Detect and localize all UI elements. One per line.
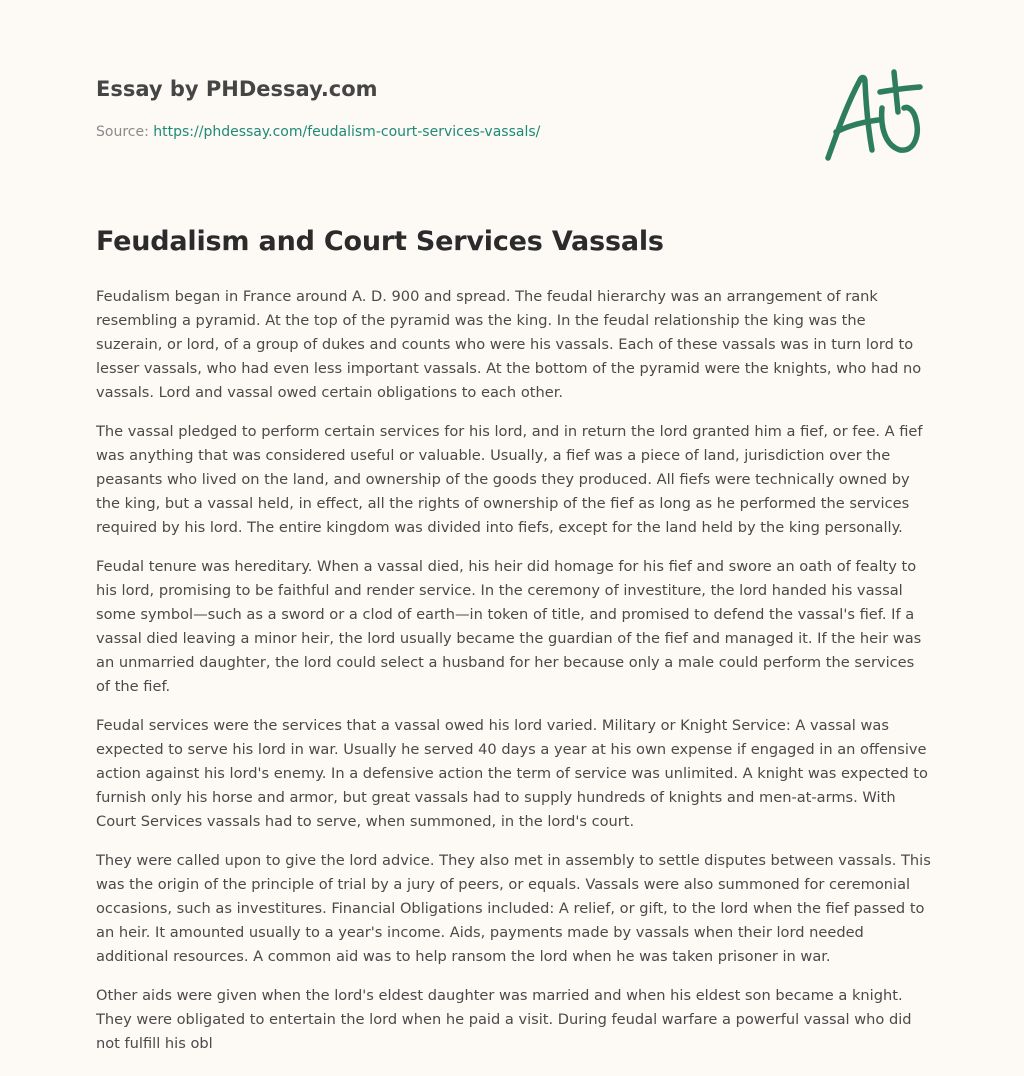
a-plus-grade-icon	[822, 66, 926, 166]
source-label: Source:	[96, 124, 149, 140]
paragraph: Feudal services were the services that a vassal owed his lord varied. Military or Knight Service: A vassal was expected to serve his lord in war. Usually he served 40 days a year at his own expense if engaged in an offensive action against his lord's enemy. In a defensive action the term of service was unlimited. A knight was expected to furnish only his horse and armor, but great vassals had to supply hundreds of knights and men-at-arms. With Court Services vassals had to serve, when summoned, in the lord's court.	[96, 717, 928, 830]
source-link[interactable]: https://phdessay.com/feudalism-court-services-vassals/	[153, 124, 541, 140]
paragraph: Other aids were given when the lord's eldest daughter was married and when his eldest son became a knight. They were obligated to entertain the lord when he paid a visit. During feudal warfare a powerful vassal who did not fulfill his obl	[96, 987, 912, 1052]
paragraph: The vassal pledged to perform certain services for his lord, and in return the lord granted him a fief, or fee. A fief was anything that was considered useful or valuable. Usually, a fief was a piece of land, jurisdiction over the peasants who lived on the land, and ownership of the goods they produced. All fiefs were technically owned by the king, but a vassal held, in effect, all the rights of ownership of the fief as long as he performed the services required by his lord. The entire kingdom was divided into fiefs, except for the land held by the king personally.	[96, 423, 923, 536]
essay-body	[96, 285, 932, 1071]
paragraph: Feudal tenure was hereditary. When a vassal died, his heir did homage for his fief and swore an oath of fealty to his lord, promising to be faithful and render service. In the ceremony of investiture, the lord handed his vassal some symbol—such as a sword or a clod of earth—in token of title, and promised to defend the vassal's fief. If a vassal died leaving a minor heir, the lord usually became the guardian of the fief and managed it. If the heir was an unmarried daughter, the lord could select a husband for her because only a male could perform the services of the fief.	[96, 558, 922, 695]
site-brand: Essay by PHDessay.com	[96, 77, 378, 101]
essay-title: Feudalism and Court Services Vassals	[96, 226, 664, 257]
source-line	[96, 124, 540, 140]
paragraph: They were called upon to give the lord advice. They also met in assembly to settle disputes between vassals. This was the origin of the principle of trial by a jury of peers, or equals. Vassals were also summoned for ceremonial occasions, such as investitures. Financial Obligations included: A relief, or gift, to the lord when the fief passed to an heir. It amounted usually to a year's income. Aids, payments made by vassals when their lord needed additional resources. A common aid was to help ransom the lord when he was taken prisoner in war.	[96, 852, 931, 965]
essay-page	[96, 0, 932, 1076]
paragraph: Feudalism began in France around A. D. 900 and spread. The feudal hierarchy was an arrangement of rank resembling a pyramid. At the top of the pyramid was the king. In the feudal relationship the king was the suzerain, or lord, of a group of dukes and counts who were his vassals. Each of these vassals was in turn lord to lesser vassals, who had even less important vassals. At the bottom of the pyramid were the knights, who had no vassals. Lord and vassal owed certain obligations to each other.	[96, 288, 922, 401]
